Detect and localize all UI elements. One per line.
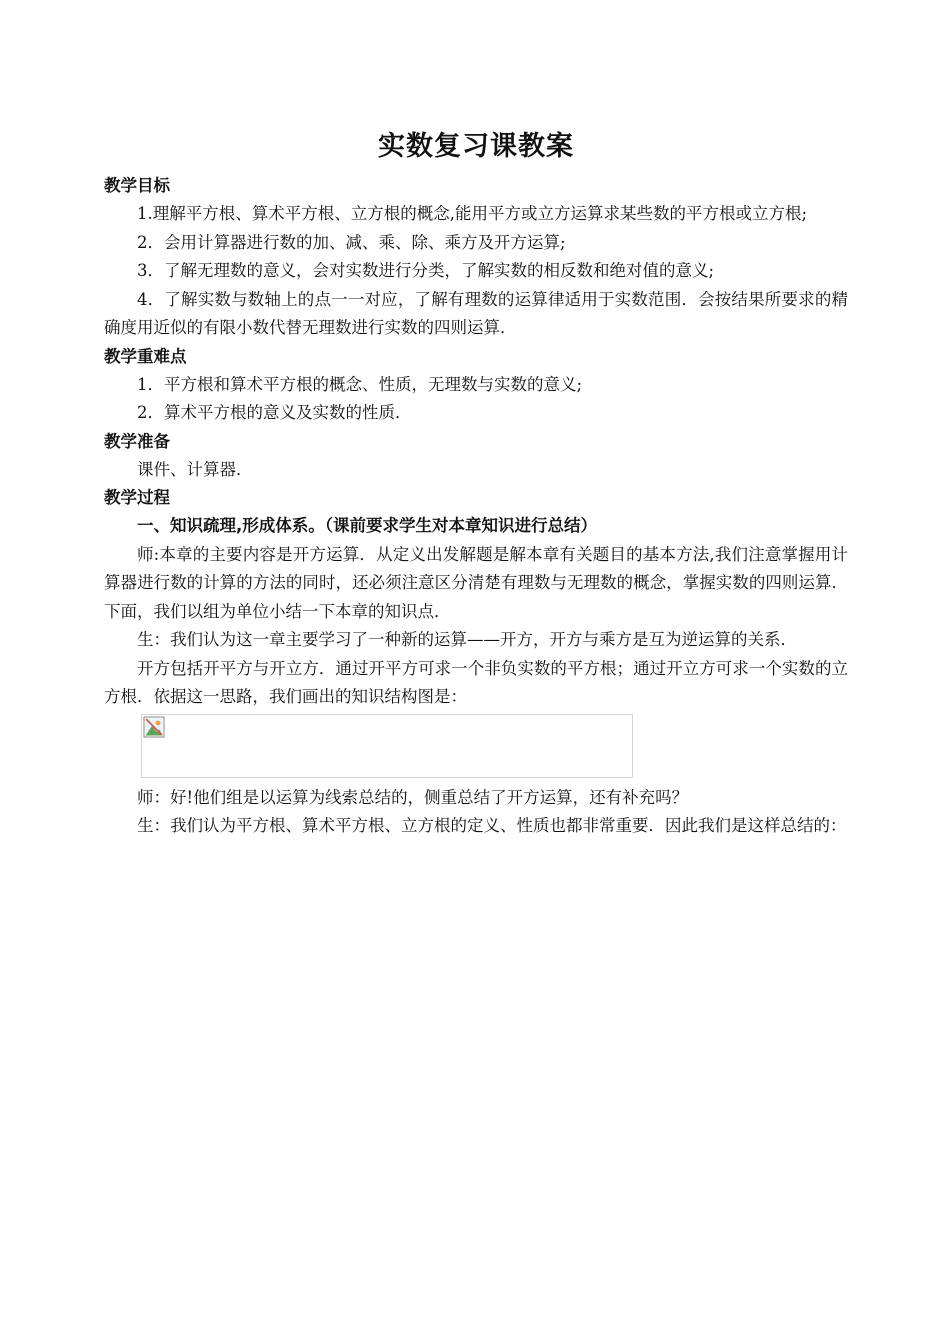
process-subheading: 一、知识疏理,形成体系。（课前要求学生对本章知识进行总结） — [137, 516, 598, 535]
preparation-heading: 教学准备 — [104, 431, 170, 451]
objective-item-4: 4．了解实数与数轴上的点一一对应，了解有理数的运算律适用于实数范围．会按结果所要求的精确度用近似的有限小数代替无理数进行实数的四则运算． — [104, 289, 848, 337]
objectives-section — [104, 172, 848, 343]
process-paragraph-1: 师:本章的主要内容是开方运算．从定义出发解题是解本章有关题目的基本方法,我们注意掌握用计算器进行数的计算的方法的同时，还必须注意区分清楚有理数与无理数的概念，掌握实数的四则运算．下面，我们以组为单位小结一下本章的知识点． — [104, 544, 848, 621]
preparation-section — [104, 428, 848, 485]
objectives-heading: 教学目标 — [104, 176, 170, 195]
process-section — [104, 484, 848, 841]
process-after-image-2: 生：我们认为平方根、算术平方根、立方根的定义、性质也都非常重要．因此我们是这样总结的： — [137, 816, 847, 835]
document-title: 实数复习课教案 — [378, 131, 574, 162]
knowledge-structure-image-placeholder — [141, 714, 633, 778]
process-paragraph-3: 开方包括开平方与开立方．通过开平方可求一个非负实数的平方根；通过开立方可求一个实数的立方根．依据这一思路，我们画出的知识结构图是： — [104, 658, 848, 706]
preparation-text: 课件、计算器． — [137, 459, 253, 479]
objective-item-2: 2．会用计算器进行数的加、减、乘、除、乘方及开方运算; — [137, 232, 566, 252]
key-points-heading: 教学重难点 — [104, 346, 187, 366]
process-paragraph-2: 生：我们认为这一章主要学习了一种新的运算——开方，开方与乘方是互为逆运算的关系． — [137, 630, 797, 649]
process-after-image-1: 师：好!他们组是以运算为线索总结的，侧重总结了开方运算，还有补充吗？ — [137, 787, 689, 807]
key-point-item-1: 1．平方根和算术平方根的概念、性质，无理数与实数的意义; — [137, 374, 583, 394]
key-point-item-2: 2．算术平方根的意义及实数的性质． — [137, 403, 412, 422]
document-body — [104, 126, 848, 841]
broken-image-icon — [143, 716, 165, 738]
objective-item-1: 1.理解平方根、算术平方根、立方根的概念,能用平方或立方运算求某些数的平方根或立方根; — [137, 204, 808, 223]
objective-item-3: 3．了解无理数的意义，会对实数进行分类，了解实数的相反数和绝对值的意义; — [137, 261, 715, 280]
process-heading: 教学过程 — [104, 488, 170, 507]
key-points-section — [104, 343, 848, 428]
